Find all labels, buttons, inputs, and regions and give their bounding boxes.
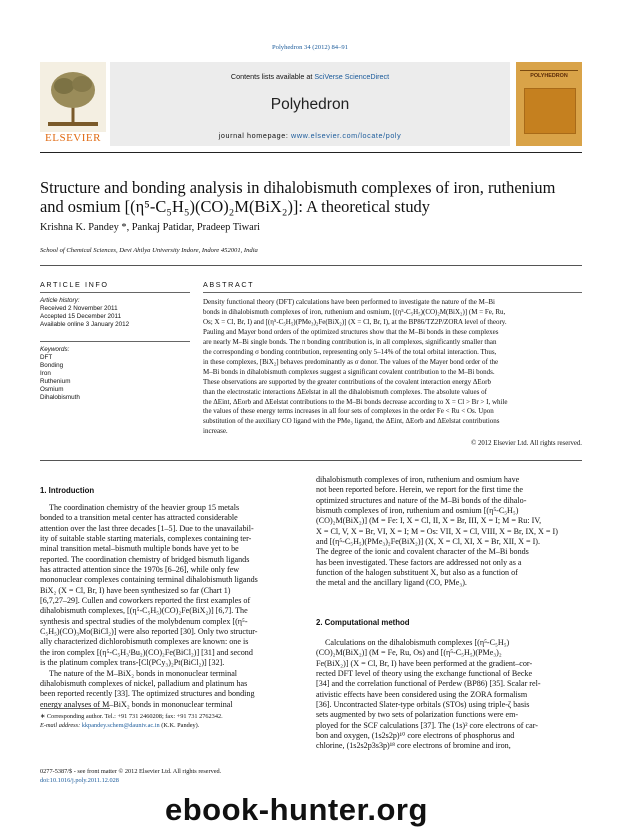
contents-box	[110, 62, 510, 146]
journal-name: Polyhedron	[270, 96, 350, 113]
affiliation: School of Chemical Sciences, Devi Ahilya University Indore, Indore 452001, India	[40, 247, 258, 254]
abstract-heading: ABSTRACT	[203, 280, 255, 289]
homepage-link[interactable]: www.elsevier.com/locate/poly	[291, 131, 402, 140]
abstract-body: Density functional theory (DFT) calculations have been performed to investigate the nature of the M–Bi bonds in dihalobismuth complexes of iron, ruthenium and osmium, [(η⁵-C₅H₅)(CO)₂M(BiX₂)] (M = Fe, Ru, Os; X = Cl, Br, I) and [(η⁵-C₅H₅)(PMe₃)₂Fe(BiX₂)] (X = Cl, Br, I), at the BP86/TZ2P/ZORA level of theory. Pauling and Mayer bond orders of the optimized structures show that the M–Bi bonds in these complexes are nearly M–Bi single bonds. The π bonding contribution is, in all complexes, significantly smaller than the corresponding σ bonding contribution, representing only 5–14% of the total orbital interaction. Thus, in these complexes, [BiX₂] behaves predominantly as σ donor. The values of the Mayer bond order of the M–Bi bonds in dihalobismuth complexes suggest a significant covalent contribution to the M–Bi bonds. These observations are supported by the greater contributions of the covalent interaction energy ΔEorb than the electrostatic interactions ΔEelstat in all the dihalobismuth complexes. The absolute values of the ΔEint, ΔEorb and ΔEelstat contributions to the M–Bi bonds decrease according to X = Cl > Br > I, while the values of these energy terms increases in all four sets of complexes in the order Fe < Ru < Os. Upon substitution of the auxiliary CO ligand with the PMe₃ ligand, the ΔEint, ΔEorb and ΔEelstat contributions increase.	[203, 298, 508, 436]
email-link[interactable]: kkpandey.schem@dauniv.ac.in	[81, 721, 160, 729]
journal-reference[interactable]: Polyhedron 34 (2012) 84–91	[271, 44, 348, 51]
keyword: Dihalobismuth	[40, 394, 80, 401]
cover-image	[524, 88, 576, 134]
divider	[203, 292, 582, 293]
doi-link[interactable]: doi:10.1016/j.poly.2011.12.028	[40, 776, 119, 784]
cover-title: POLYHEDRON	[530, 73, 568, 79]
homepage-line: journal homepage: www.elsevier.com/locate/poly	[218, 131, 402, 140]
divider	[40, 292, 190, 293]
keyword: DFT	[40, 354, 53, 361]
section-heading: 2. Computational method	[316, 618, 410, 627]
elsevier-logo	[40, 62, 106, 146]
divider	[40, 265, 582, 266]
sciencedirect-link[interactable]: SciVerse ScienceDirect	[314, 72, 390, 81]
divider	[40, 460, 582, 461]
article-title: Structure and bonding analysis in dihalobismuth complexes of iron, ruthenium and osmium [(η⁵-C₅H₅)(CO)₂M(BiX₂)]: A theoretical study	[40, 178, 556, 216]
keyword: Osmium	[40, 386, 64, 393]
history-item: Received 2 November 2011	[40, 305, 118, 312]
journal-cover	[516, 62, 582, 146]
article-info-heading: ARTICLE INFO	[40, 280, 109, 289]
right-column-body: dihalobismuth complexes of iron, ruthenium and osmium have not been reported before. Herein, we report for the first time the optimized structures and nature of the M–Bi bonds of the dihalo- bismuth complexes of iron, ruthenium and osmium [(η⁵-C₅H₅) (CO)₂M(BiX₂)] (M = Fe: I, X = Cl, II, X = Br, III, X = I; M = Ru: IV, X = Cl, V, X = Br, VI, X = I; M = Os: VII, X = Cl, VIII, X = Br, IX, X = I) and [(η⁵-C₅H₅)(PMe₃)₂Fe(BiX₂)] (X, X = Cl, XI, X = Br, XII, X = I). The degree of the ionic and covalent character of the M–Bi bonds has been investigated. These factors are addressed not only as a function of the halogen substituent X, but also as a function of the metal and the ancillary ligand (CO, PMe₃).	[316, 475, 558, 588]
footnote: ∗ Corresponding author. Tel.: +91 731 2460208; fax: +91 731 2762342. E-mail address: kkpandey.schem@dauniv.ac.in (K.K. Pandey).	[40, 713, 223, 729]
keyword: Ruthenium	[40, 378, 71, 385]
footnote-divider	[40, 708, 110, 709]
front-matter: 0277-5387/$ - see front matter © 2012 Elsevier Ltd. All rights reserved. doi:10.1016/j.poly.2011.12.028	[40, 768, 222, 784]
method-body: Calculations on the dihalobismuth complexes [(η⁵-C₅H₅) (CO)₂M(BiX₂)] (M = Fe, Ru, Os) and [(η⁵-C₅H₅)(PMe₃)₂ Fe(BiX₂)] (X = Cl, Br, I) have been performed at the gradient–cor- rected DFT level of theory using the exchange functional of Becke [34] and the correlation functional of Perdew (BP86) [35]. Scalar rel- ativistic effects have been considered using the ZORA formalism [36]. Uncontracted Slater-type orbitals (STOs) using triple-ζ basis sets augmented by two sets of polarization functions were em- ployed for the SCF calculations [37]. The (1s)² core electrons of car- bon and oxygen, (1s2s2p)¹⁰ core electrons of phosphorus and chlorine, (1s2s2p3s3p)¹⁸ core electrons of bromine and iron,	[316, 638, 541, 751]
history-item: Available online 3 January 2012	[40, 321, 130, 328]
watermark: ebook-hunter.org	[165, 792, 428, 827]
keywords: Keywords: DFT Bonding Iron Ruthenium Osmium Dihalobismuth	[40, 346, 80, 401]
article-history: Article history: Received 2 November 2011 Accepted 15 December 2011 Available online 3 January 2012	[40, 297, 130, 328]
elsevier-tree-icon	[40, 62, 106, 132]
publisher-name: ELSEVIER	[45, 132, 101, 144]
author-list: Krishna K. Pandey *, Pankaj Patidar, Pradeep Tiwari	[40, 222, 261, 233]
keyword: Iron	[40, 370, 51, 377]
section-heading: 1. Introduction	[40, 486, 95, 495]
contents-line: Contents lists available at SciVerse ScienceDirect	[230, 72, 390, 81]
keyword: Bonding	[40, 362, 64, 369]
intro-body: The coordination chemistry of the heavier group 15 metals bonded to a transition metal center has attracted considerable attention over the last three decades [1–5]. Due to the unavailabil- ity of suitable stable starting materials, complexes containing ter- minal transition metal–bismuth multiple bonds have yet to be reported. The coordination chemistry of bridged bismuth ligands has attracted attention since the 1970s [6–26], while only few mononuclear complexes containing terminal dihalobismuth ligands BiX₂ (X = Cl, Br, I) have been synthesized so far (Chart 1) [6,7,27–29]. Cullen and coworkers reported the first examples of dihalobismuth complexes, [(η⁵-C₅H₅)(CO)₂Fe(BiX₂)] [6,7]. The synthesis and spectral studies of the molybdenum complex [(η⁵- C₅H₅)(CO)₃Mo(BiCl₂)] were also reported [30]. Only two structur- ally characterized dichlorobismuth complexes are known: one is the iron complex [(η⁵-C₅H₃ᵗBu₂)(CO)₂Fe(BiCl₂)] [31] and second is the platinum complex trans-[Cl(PCy₃)₂Pt(BiCl₂)] [32]. The nature of the M–BiX₂ bonds in mononuclear terminal dihalobismuth complexes of nickel, palladium and platinum has been reported recently [33]. The optimized structures and bonding energy analyses of M–BiX₂ bonds in mononuclear terminal	[40, 503, 258, 709]
history-item: Accepted 15 December 2011	[40, 313, 122, 320]
divider	[40, 341, 190, 342]
journal-header	[40, 60, 582, 153]
copyright: © 2012 Elsevier Ltd. All rights reserved.	[471, 440, 582, 447]
